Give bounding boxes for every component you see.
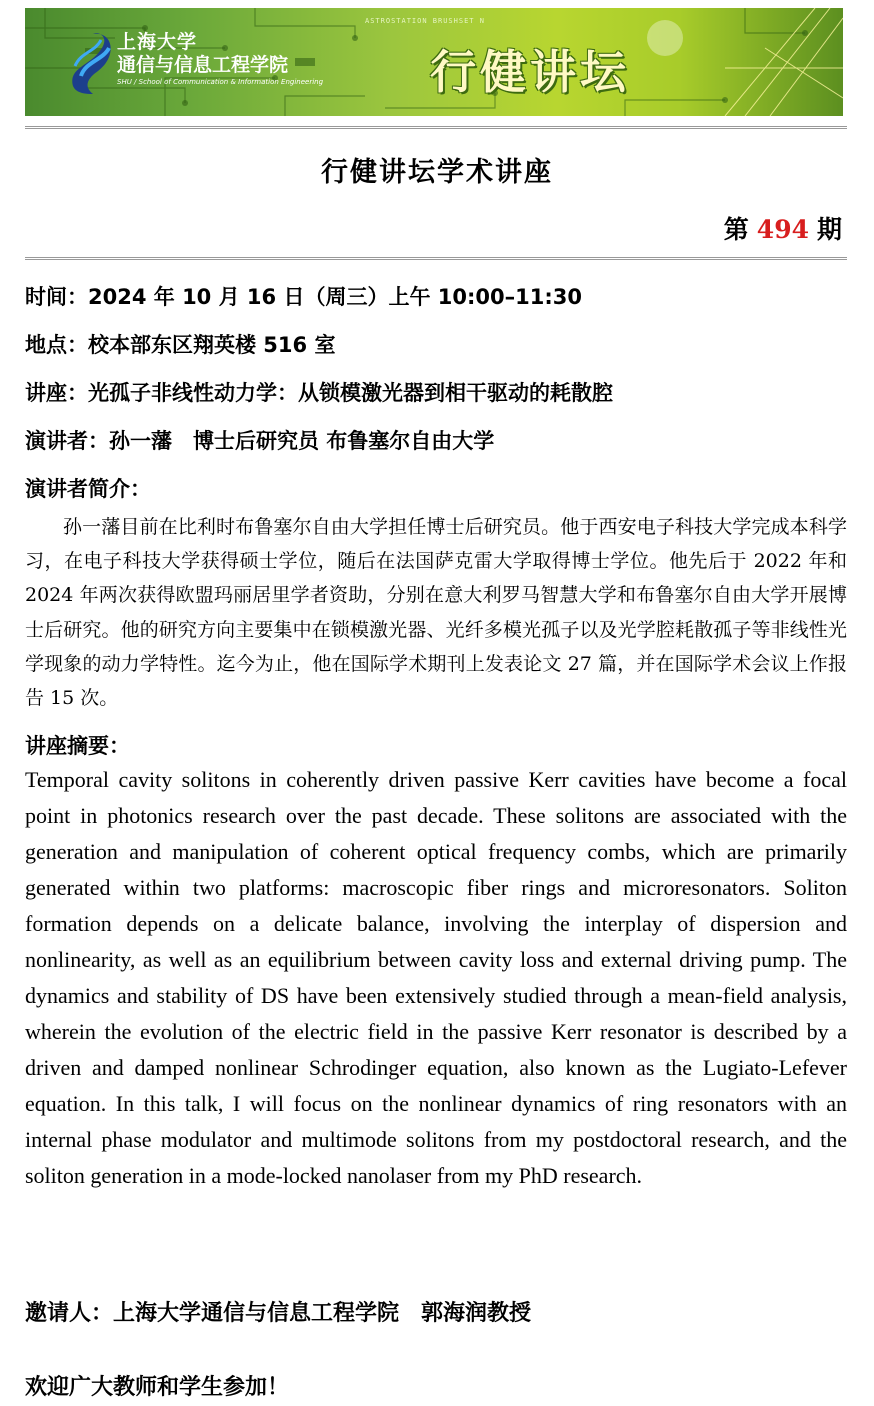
divider-middle: [25, 257, 847, 260]
banner-small-text: ASTROSTATION BRUSHSET N: [365, 17, 485, 25]
divider-top: [25, 126, 847, 129]
issue-suffix: 期: [816, 215, 842, 244]
school-name-line2: 通信与信息工程学院: [117, 53, 289, 76]
lecture-abstract: Temporal cavity solitons in coherently driven passive Kerr cavities have become a focal point in photonics research over the past decade. These solitons are associated with the generation and manipulation of coherent optical frequency combs, which are primarily generated within two platforms: macroscopic fiber rings and microresonators. Soliton formation depends on a delicate balance, involving the interplay of dispersion and nonlinearity, as well as an equilibrium between cavity loss and external driving pump. The dynamics and stability of DS have been extensively studied through a mean-field analysis, wherein the evolution of the electric field in the passive Kerr resonator is described by a driven and damped nonlinear Schrodinger equation, also known as the Lugiato-Lefever equation. In this talk, I will focus on the nonlinear dynamics of ring resonators with an internal phase modulator and multimode solitons from my postdoctoral research, and the soliton generation in a mode-locked nanolaser from my PhD research.: [25, 767, 847, 1188]
lecture-topic: 讲座：光孤子非线性动力学：从锁模激光器到相干驱动的耗散腔: [25, 381, 613, 405]
forum-name: 行健讲坛: [430, 45, 630, 99]
lecture-speaker: 演讲者：孙一藩 博士后研究员 布鲁塞尔自由大学: [25, 429, 495, 453]
issue-prefix: 第: [723, 215, 749, 244]
welcome-message: 欢迎广大教师和学生参加！: [25, 1375, 290, 1400]
school-name-block: [117, 32, 323, 86]
lecture-location: 地点：校本部东区翔英楼 516 室: [25, 333, 336, 357]
abstract-heading: 讲座摘要：: [25, 734, 130, 758]
university-logo-icon: [63, 26, 123, 98]
lecture-time: 时间：2024 年 10 月 16 日（周三）上午 10:00–11:30: [25, 285, 582, 309]
header-banner: [25, 8, 843, 116]
school-name-line1: 上海大学: [117, 31, 198, 53]
page-title: 行健讲坛学术讲座: [321, 157, 553, 188]
inviter: 邀请人：上海大学通信与信息工程学院 郭海润教授: [25, 1301, 532, 1326]
issue-number: [724, 210, 842, 246]
issue-value: 494: [756, 215, 809, 244]
speaker-bio: 孙一藩目前在比利时布鲁塞尔自由大学担任博士后研究员。他于西安电子科技大学完成本科学习，在电子科技大学获得硕士学位，随后在法国萨克雷大学取得博士学位。他先后于 2022 年和 2024 年两次获得欧盟玛丽居里学者资助，分别在意大利罗马智慧大学和布鲁塞尔自由大学开展博士后研究。他的研究方向主要集中在锁模激光器、光纤多模光孤子以及光学腔耗散孤子等非线性光学现象的动力学特性。迄今为止，他在国际学术期刊上发表论文 27 篇，并在国际学术会议上作报告 15 次。: [25, 516, 847, 710]
speaker-bio-heading: 演讲者简介：: [25, 477, 151, 501]
school-name-english: SHU / School of Communication & Information Engineering: [117, 77, 324, 86]
